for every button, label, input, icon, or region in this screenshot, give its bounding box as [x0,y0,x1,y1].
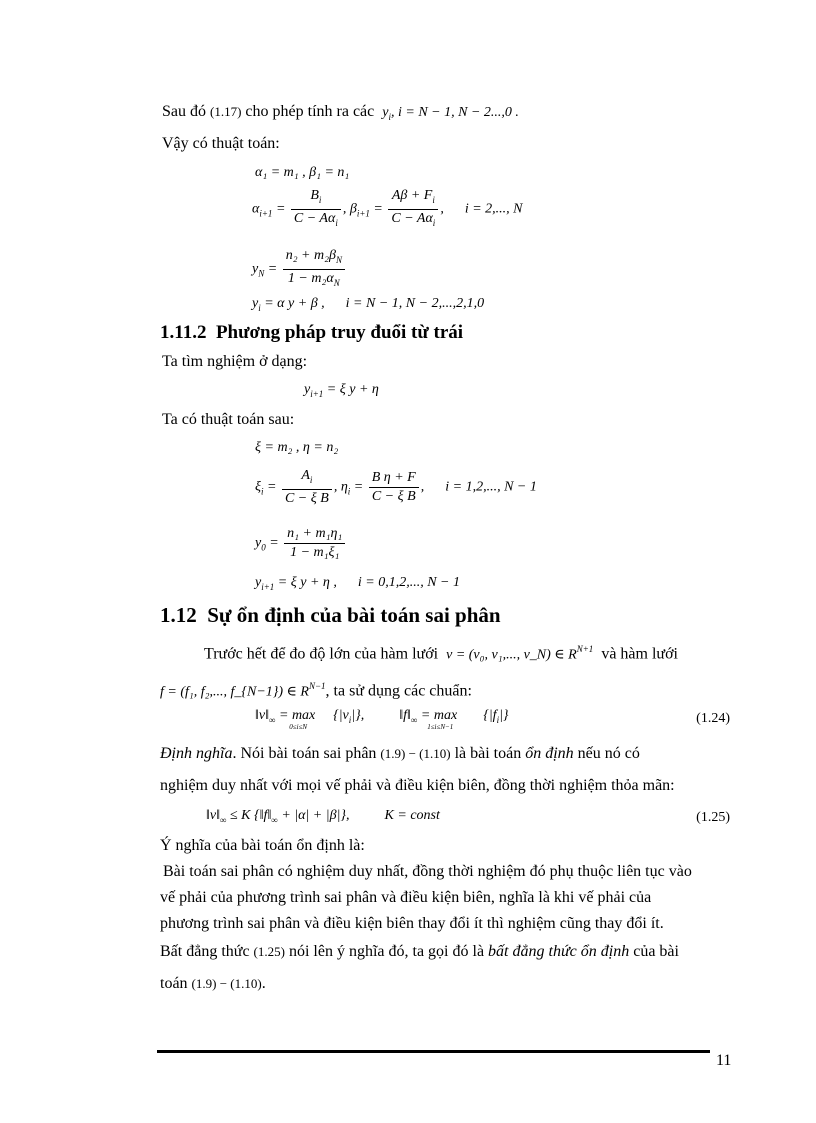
algo1-alpha-beta: $\alpha_{i+1}$ = $\frac{B_i}{C - A\alpha_i}$ , $\beta_{i+1}$ = $\frac{A\beta + F_i}{C - A\alpha_i}$ , i = 2,..., N [252,188,523,231]
body-line-3: phương trình sai phân và điều kiện biên thay đổi ít thì nghiệm cũng thay đổi ít. [160,915,664,932]
form-equation: $y_{i+1} = \xi$ y + η [304,382,379,399]
body-line-1: Bài toán sai phân có nghiệm duy nhất, đồng thời nghiệm đó phụ thuộc liên tục vào [163,863,692,880]
algo1-yi: $y_i = \alpha$ y + β , i = N − 1, N − 2,...,2,1,0 [252,296,485,313]
body-line-2: vế phải của phương trình sai phân và điều kiện biên, nghĩa là khi vế phải của [160,889,652,906]
paragraph-norms-2: f = (f₁, f₂,..., f_{N−1}) ∈ $R^{N-1}$, ta sử dụng các chuẩn: [160,681,472,700]
norms-definition: $‖v‖_\infty = \max_{0\le i\le N}\{|v_i|\}$, $‖f‖_\infty = \max_{1\le i\le N-1}\{|f_i|\}$ (1.24) [255,708,730,731]
algorithm2-intro: Ta có thuật toán sau: [162,411,295,428]
intro-line: Sau đó (1.17) cho phép tính ra các $y_i$, i = N − 1, N − 2...,0 . [162,103,519,123]
footer-rule [157,1050,710,1053]
paragraph-norms-1: Trước hết để đo độ lớn của hàm lưới v = (v₀, v₁,..., v_N) ∈ $R^{N+1}$ và hàm lưới [204,644,678,663]
alpha-fraction: $\frac{B_i}{C - A\alpha_i}$ [291,188,341,231]
algo1-yN: $y_N$ = $\frac{n_2 + m_2\beta_N}{1 - m_2\alpha_N}$ [252,248,347,291]
equation-number-1-24: (1.24) [696,711,730,726]
stability-line-2: toán (1.9) − (1.10). [160,975,266,992]
section-heading-1-12: 1.12 Sự ổn định của bài toán sai phân [160,603,501,627]
stability-inequality: $‖v‖_\infty \le K$ $\{‖f‖_\infty + |\alpha| + |\beta|\}$, K = const (1.25) [206,808,730,825]
algo2-init: ξ = m₂ , η = n₂ [255,440,339,455]
find-intro: Ta tìm nghiệm ở dạng: [162,353,308,370]
meaning-intro: Ý nghĩa của bài toán ổn định là: [160,837,365,854]
page-number: 11 [716,1052,732,1069]
beta-fraction: $\frac{A\beta + F_i}{C - A\alpha_i}$ [388,188,438,231]
algo2-y0: $y_0$ = $\frac{\text{n₁ + m₁η₁}}{\text{1 − m₁ξ₁}}$ [255,526,347,561]
stability-line-1: Bất đẳng thức (1.25) nói lên ý nghĩa đó, ta gọi đó là bất đẳng thức ổn định của bài [160,943,679,960]
algorithm-intro: Vậy có thuật toán: [162,135,280,152]
algo1-init: α₁ = m₁ , β₁ = n₁ [255,165,350,180]
equation-number-1-25: (1.25) [696,810,730,825]
definition-line-2: nghiệm duy nhất với mọi vế phải và điều kiện biên, đồng thời nghiệm thỏa mãn: [160,777,675,794]
definition-line-1: Định nghĩa. Nói bài toán sai phân (1.9) − (1.10) là bài toán ổn định nếu nó có [160,745,640,762]
algo2-yi1: $y_{i+1} = \xi$ y + η , i = 0,1,2,..., N − 1 [255,575,460,592]
section-heading-1-11-2: 1.11.2 Phương pháp truy đuổi từ trái [160,322,464,343]
algo2-xi-eta: $\xi_i$ = $\frac{A_i}{\text{C − ξ B}}$ , $\eta_i$ = $\frac{\text{B η + F}}{\text{C − ξ B}}$ , i = 1,2,..., N − 1 [255,468,537,506]
